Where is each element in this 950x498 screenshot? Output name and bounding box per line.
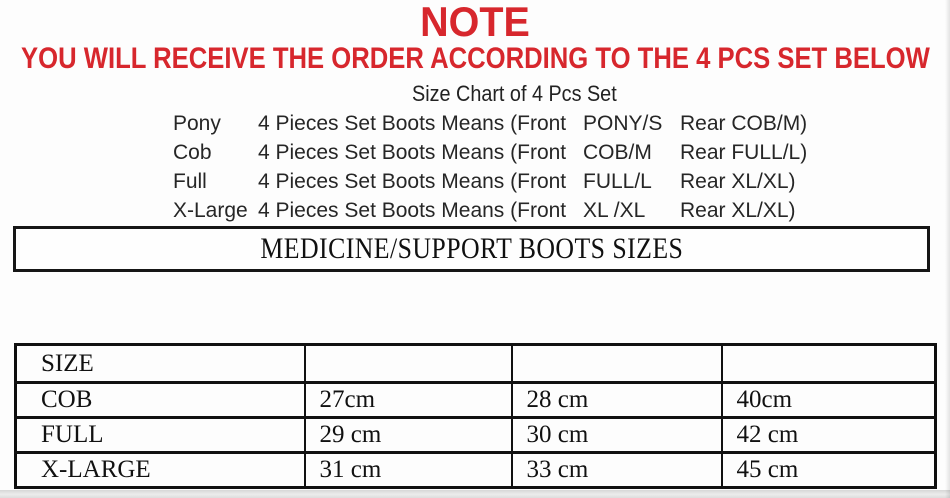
set-row-full [173,167,807,196]
table-size-cell: X-LARGE [16,453,305,488]
table-cell: 45 cm [722,453,936,488]
boots-sizes-title: MEDICINE/SUPPORT BOOTS SIZES [260,232,683,265]
sizes-table [14,343,937,489]
table-cell: 29 cm [305,418,512,453]
set-front-size: PONY/S [583,111,663,135]
table-size-cell: FULL [16,418,305,453]
set-row-cob [173,138,807,167]
boots-sizes-banner [13,226,930,272]
table-row-full [16,418,936,453]
table-cell: 33 cm [512,453,722,488]
table-header-cell [722,345,936,383]
set-rear-size: Rear COB/M) [680,111,808,135]
set-front-size: COB/M [583,140,652,164]
table-header-cell [305,345,512,383]
set-size-label: Cob [173,140,212,164]
set-row-xlarge [173,196,807,225]
order-notice: YOU WILL RECEIVE THE ORDER ACCORDING TO THE 4 PCS SET BELOW [20,42,930,75]
table-cell: 30 cm [512,418,722,453]
table-header-cell [512,345,722,383]
set-rear-size: Rear XL/XL) [680,198,796,222]
set-size-label: Full [173,169,207,193]
set-chart-heading: Size Chart of 4 Pcs Set [412,81,617,106]
table-row-cob [16,383,936,418]
table-row-xlarge [16,453,936,488]
table-cell: 28 cm [512,383,722,418]
set-size-label: X-Large [173,198,248,222]
table-header-size: SIZE [16,345,305,383]
set-row-pony [173,109,807,138]
pcs-set-list [173,109,807,225]
table-cell: 40cm [722,383,936,418]
set-description: 4 Pieces Set Boots Means (Front [258,140,567,164]
set-description: 4 Pieces Set Boots Means (Front [258,198,567,222]
set-rear-size: Rear XL/XL) [680,169,796,193]
set-description: 4 Pieces Set Boots Means (Front [258,111,567,135]
table-cell: 31 cm [305,453,512,488]
table-cell: 27cm [305,383,512,418]
table-cell: 42 cm [722,418,936,453]
table-size-cell: COB [16,383,305,418]
scan-edge-right [945,0,950,498]
scan-edge-bottom [0,490,950,498]
order-notice-wrap [0,42,950,75]
set-description: 4 Pieces Set Boots Means (Front [258,169,567,193]
set-size-label: Pony [173,111,221,135]
table-header-row [16,345,936,383]
set-front-size: FULL/L [583,169,652,193]
set-rear-size: Rear FULL/L) [680,140,808,164]
note-heading: NOTE [420,0,530,45]
set-front-size: XL /XL [583,198,646,222]
